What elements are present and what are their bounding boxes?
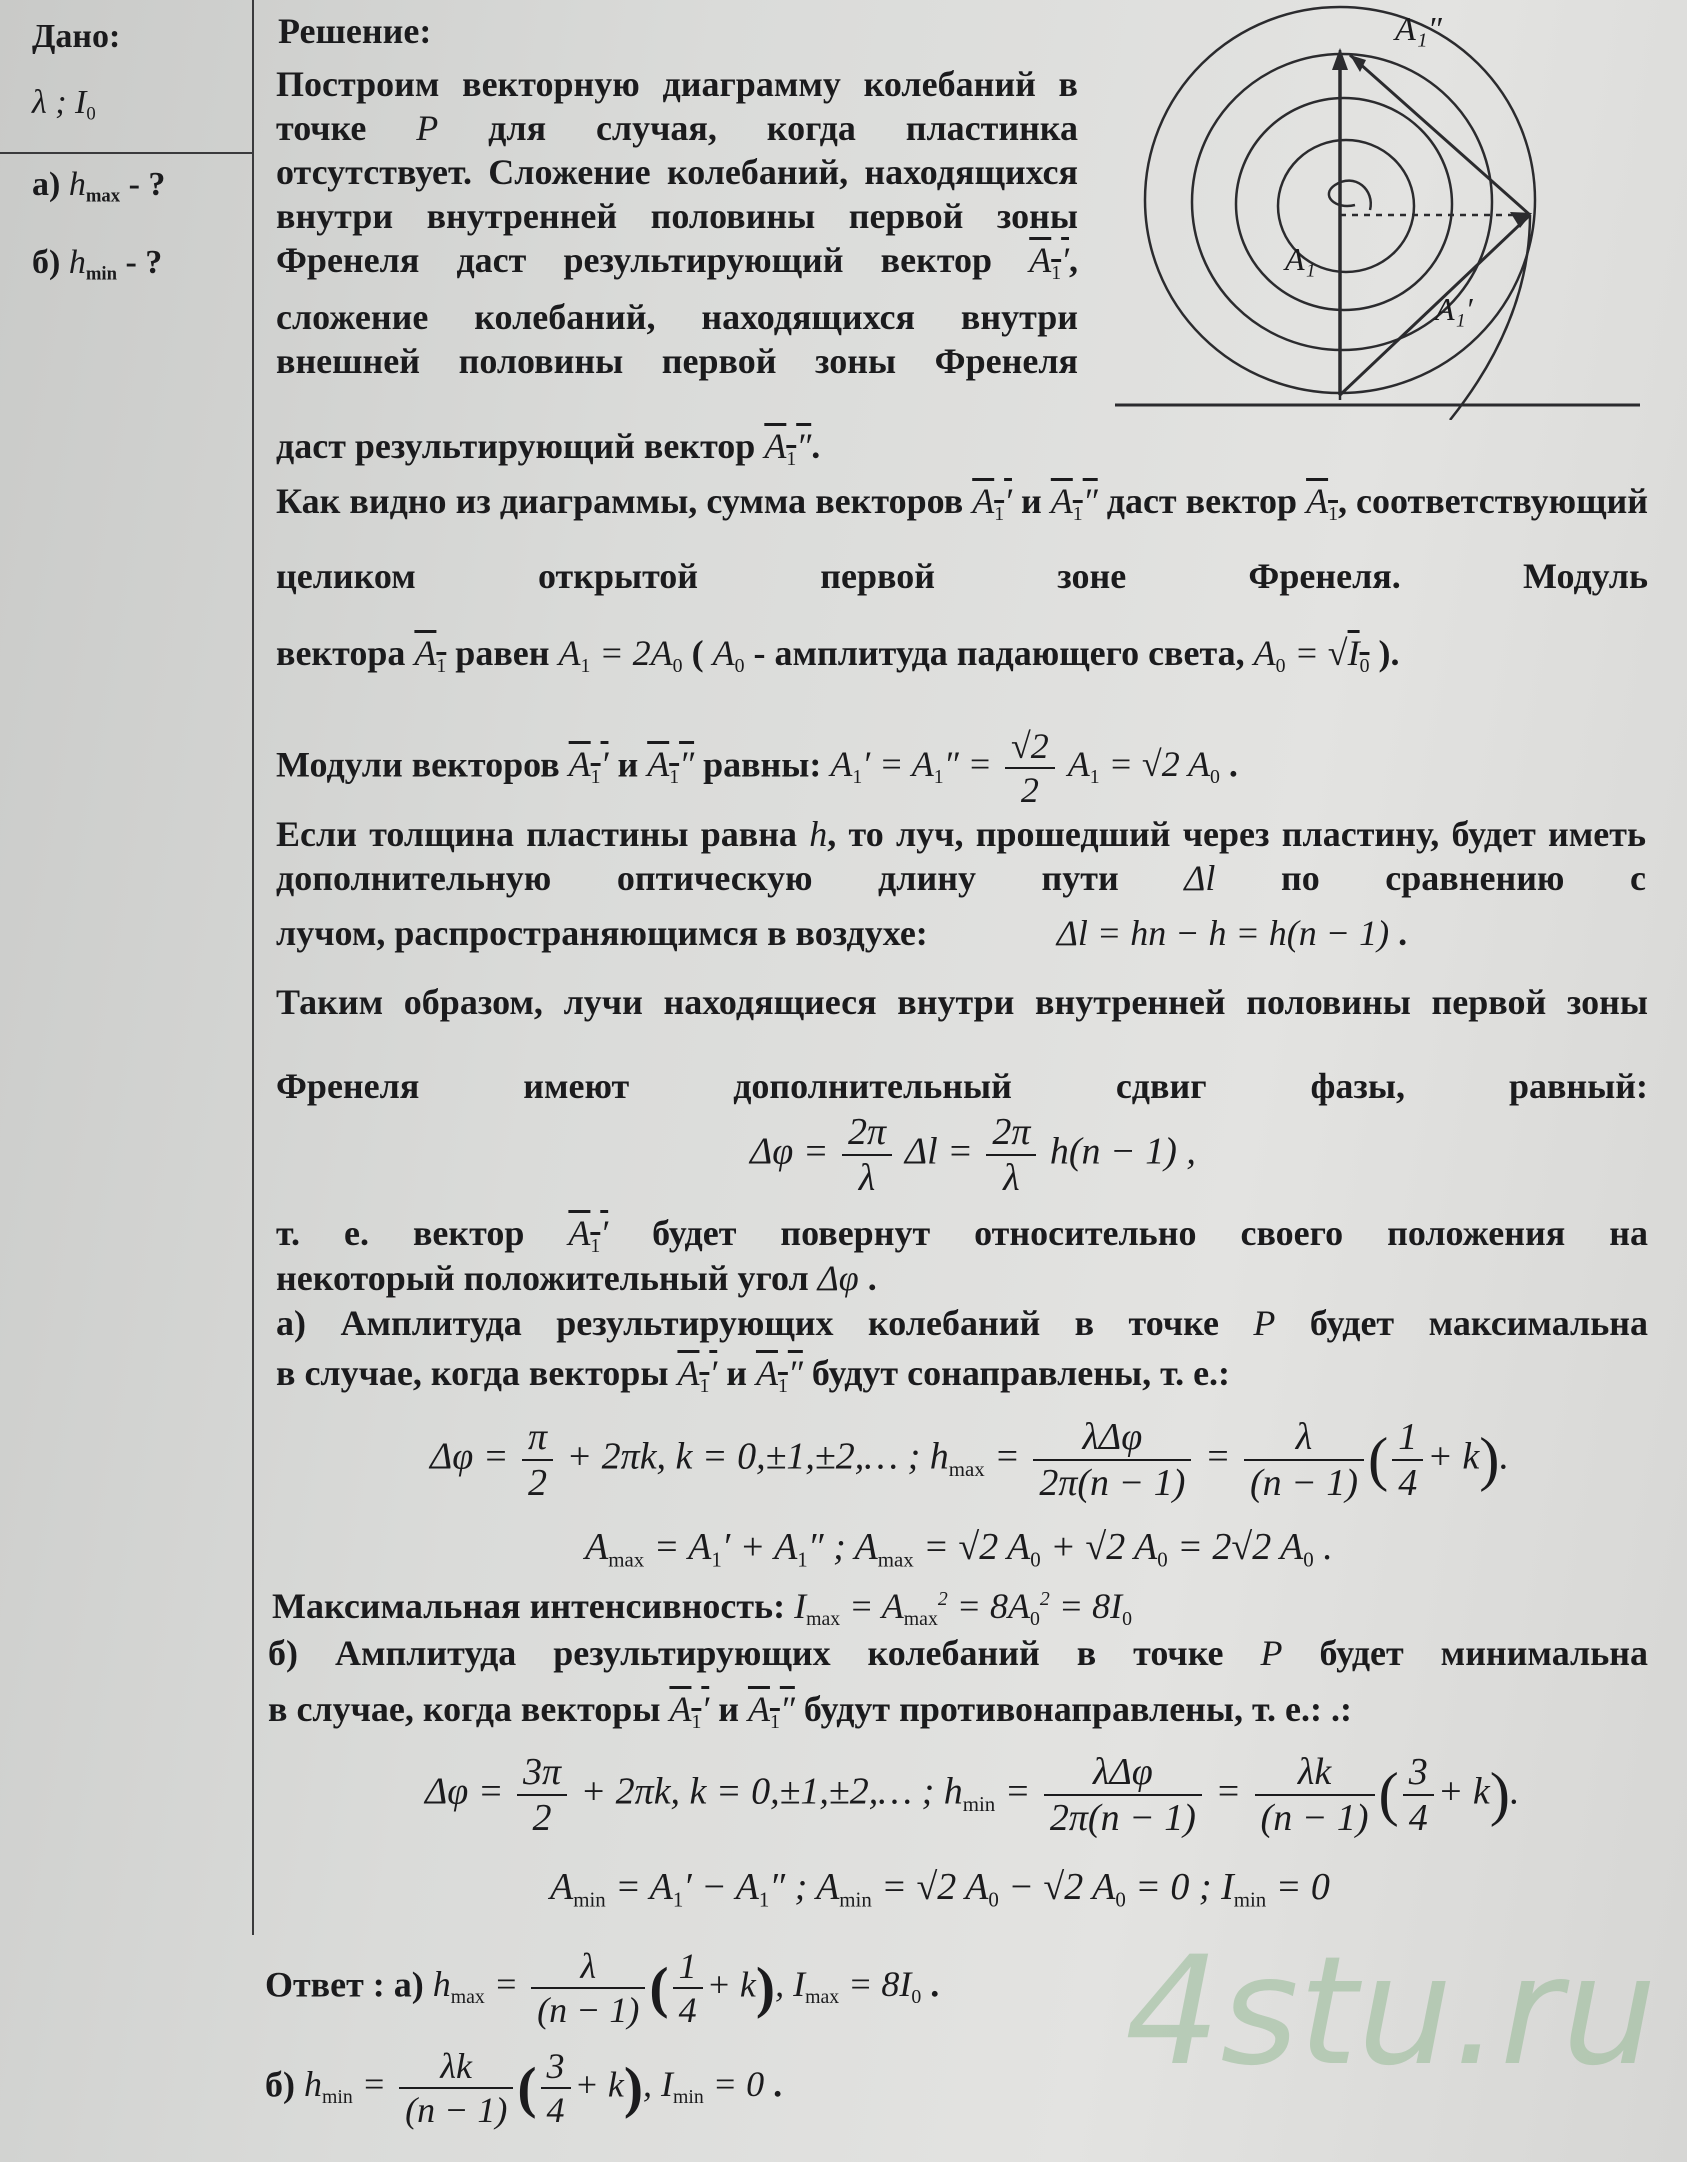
label-a1-double-prime: A₁″ bbox=[1395, 11, 1442, 48]
vector-diagram bbox=[1110, 0, 1670, 420]
find-b: б) $h_{min}$ - ? bbox=[32, 244, 163, 285]
given-values-text: λ ; $I_0$ bbox=[32, 84, 96, 125]
paragraph-2-end: вектора $A_1$ равен $A_1 = 2A_0$ ( $A_0$ - амплитуда падающего света, $A_0 = √I_0$ ). bbox=[276, 633, 1400, 677]
paragraph-8: Максимальная интенсивность: $I_{max} = A_{max}^2 = 8A_0^2 = 8I_0$ bbox=[272, 1586, 1132, 1630]
formula-h-max: Δφ = $\frac{\pi}{2}$ + 2πk, k = 0,±1,±2,… ; $h_{max}$ = $\frac{\text{λΔφ}}{2\pi(n - 1)}$ = $\frac{\lambda}{(n - 1)}$ ( $\frac{1}{4}$ + k). bbox=[430, 1416, 1509, 1504]
paragraph-7: а) Амплитуда результирующих колебаний в точке P будет максимальна bbox=[276, 1303, 1648, 1343]
formula-h-min: Δφ = $\frac{3\pi}{2}$ + 2πk, k = 0,±1,±2,… ; $h_{min}$ = $\frac{\text{λΔφ}}{2\pi(n - 1)}$ = $\frac{\lambda k}{(n - 1)}$ ( $\frac{3}{4}$ + k). bbox=[425, 1751, 1520, 1839]
find-a: а) $h_{max}$ - ? bbox=[32, 166, 166, 207]
paragraph-6-end: некоторый положительный угол Δφ . bbox=[276, 1258, 877, 1298]
given-divider bbox=[0, 152, 254, 154]
zone-circle-3 bbox=[1236, 98, 1452, 310]
watermark: 4stu.ru bbox=[1125, 1925, 1657, 2099]
vector-a1-double-prime bbox=[1350, 55, 1530, 215]
paragraph-5: Таким образом, лучи находящиеся внутри внутренней половины первой зоны Френеля имеют дополнительный сдвиг фазы, равный: bbox=[276, 982, 1648, 1106]
formula-a-max: $A_{max} = A_1' + A_1''$ ; $A_{max} = √2$ $A_0 + √2$ $A_0 = 2√2$ $A_0$ . bbox=[585, 1526, 1333, 1572]
paragraph-1-end: даст результирующий вектор $A_1''$. bbox=[276, 426, 821, 470]
label-a1-prime: A₁′ bbox=[1435, 291, 1473, 327]
spiral-center bbox=[1329, 181, 1371, 210]
given-values bbox=[32, 84, 96, 126]
paragraph-9-end: в случае, когда векторы $A_1'$ и $A_1''$ будут противонаправлены, т. е.: .: bbox=[268, 1689, 1352, 1733]
formula-delta-phi: Δφ = $\frac{2\pi}{\lambda}$ Δl = $\frac{2\pi}{\lambda}$ h(n − 1) , bbox=[750, 1111, 1196, 1199]
column-divider bbox=[252, 0, 254, 1935]
solution-title: Решение: bbox=[278, 11, 432, 51]
paragraph-2: Как видно из диаграммы, сумма векторов $A_1'$ и $A_1''$ даст вектор $A_1$, соответствующий целиком открытой первой зоне Френеля. Модуль bbox=[276, 481, 1648, 596]
formula-a-min: $A_{min} = A_1' - A_1''$ ; $A_{min} = √2$ $A_0 - √2$ $A_0 = 0$ ; $I_{min} = 0$ bbox=[550, 1866, 1330, 1912]
label-a1: A₁ bbox=[1285, 241, 1316, 277]
paragraph-3: Модули векторов $A_1'$ и $A_1''$ равны: $A_1' = A_1''$ = $\frac{√2}{2}$ $A_1 = √2$ $A_0$ . bbox=[276, 726, 1238, 810]
paragraph-4: Если толщина пластины равна h, то луч, прошедший через пластину, будет иметь дополнительную оптическую длину пути Δl по сравнению с bbox=[276, 814, 1646, 898]
arrow-a1-dp bbox=[1350, 55, 1366, 72]
arrow-a1 bbox=[1332, 48, 1348, 70]
paragraph-6: т. е. вектор $A_1'$ будет повернут относительно своего положения на bbox=[276, 1213, 1648, 1257]
paragraph-4-end: лучом, распространяющимся в воздухе: Δl = hn − h = h(n − 1) . bbox=[276, 913, 1408, 953]
answer-b: б) $h_{min}$ = $\frac{\lambda k}{(n - 1)}$ ( $\frac{3}{4}$ + k), $I_{min} = 0$ . bbox=[265, 2046, 783, 2130]
answer-a: Ответ : а) $h_{max}$ = $\frac{\lambda}{(n - 1)}$ ( $\frac{1}{4}$ + k), $I_{max} = 8I_0$ . bbox=[265, 1946, 940, 2030]
paragraph-7-end: в случае, когда векторы $A_1'$ и $A_1''$ будут сонаправлены, т. е.: bbox=[276, 1353, 1231, 1397]
paragraph-9: б) Амплитуда результирующих колебаний в точке P будет минимальна bbox=[268, 1633, 1648, 1673]
given-title: Дано: bbox=[32, 18, 121, 55]
paragraph-1: Построим векторную диаграмму колебаний в точке P для случая, когда пластинка отсутствует. Сложение колебаний, находящихся внутри внутренней половины первой зоны Френеля даст результирующий вектор $A_1'$, сложение колебаний, находящихся внутри внешней половины первой зоны Френеля bbox=[276, 64, 1079, 381]
